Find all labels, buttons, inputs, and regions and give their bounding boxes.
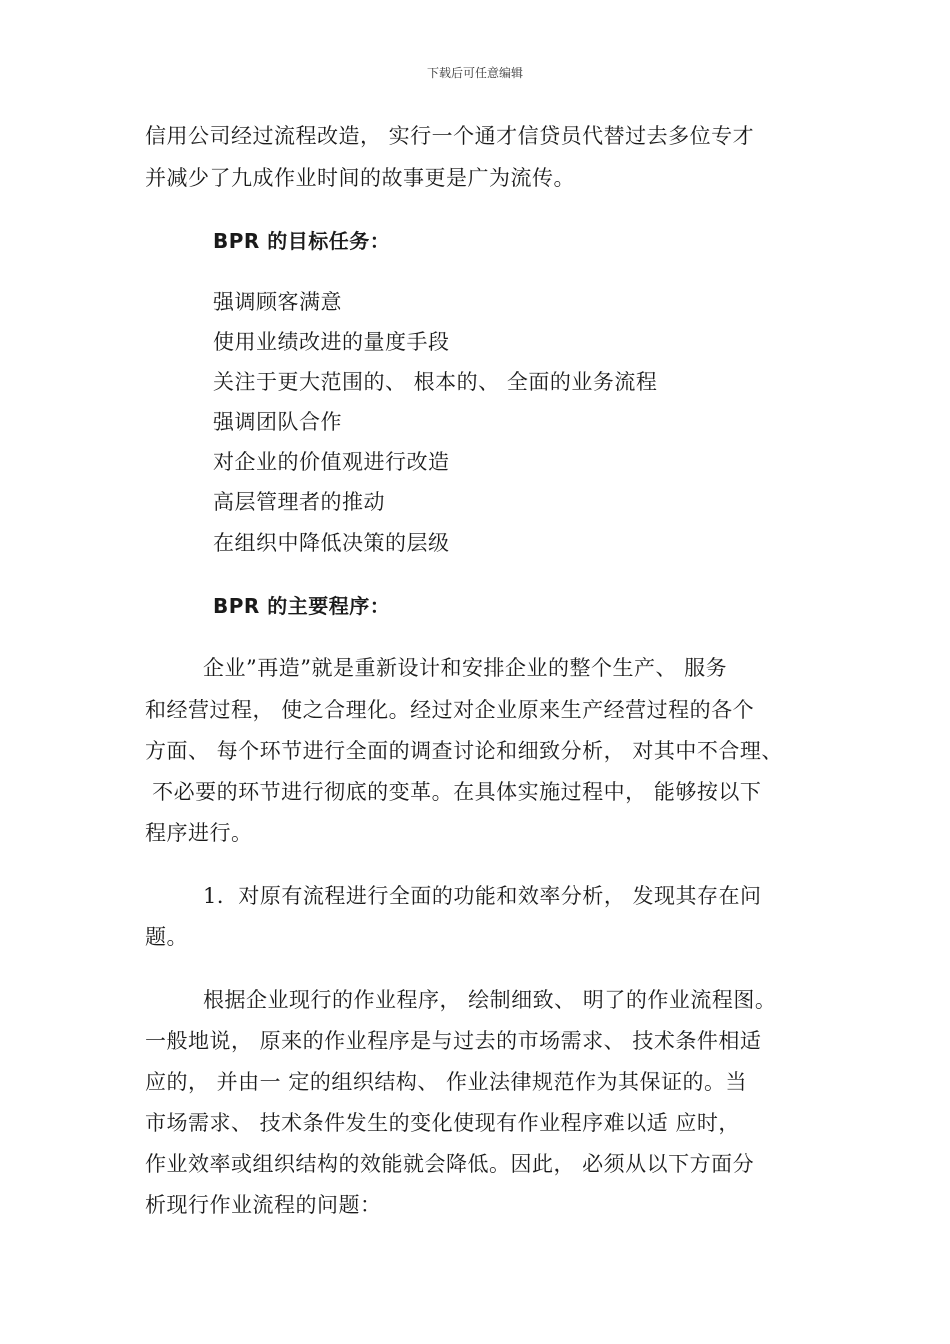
- paragraph-line: 市场需求、 技术条件发生的变化使现有作业程序难以适 应时，: [145, 1111, 740, 1135]
- goal-item: 强调顾客满意: [213, 290, 342, 314]
- paragraph-line: 应的， 并由一 定的组织结构、 作业法律规范作为其保证的。当: [145, 1070, 748, 1094]
- goals-heading: BPR 的目标任务：: [213, 229, 391, 253]
- paragraph-line: 一般地说， 原来的作业程序是与过去的市场需求、 技术条件相适: [145, 1029, 762, 1053]
- paragraph-line: 企业”再造”就是重新设计和安排企业的整个生产、 服务: [203, 656, 728, 680]
- goal-item: 使用业绩改进的量度手段: [213, 330, 450, 354]
- paragraph-line: 程序进行。: [145, 821, 253, 845]
- paragraph-line: 不必要的环节进行彻底的变革。在具体实施过程中， 能够按以下: [145, 780, 762, 804]
- goal-item: 在组织中降低决策的层级: [213, 531, 450, 555]
- paragraph-line: 根据企业现行的作业程序， 绘制细致、 明了的作业流程图。: [203, 988, 777, 1012]
- procedures-heading: BPR 的主要程序：: [213, 594, 391, 618]
- goal-item: 高层管理者的推动: [213, 490, 385, 514]
- step-line: 1．对原有流程进行全面的功能和效率分析， 发现其存在问: [203, 884, 762, 908]
- goal-item: 强调团队合作: [213, 410, 342, 434]
- paragraph-line: 析现行作业流程的问题：: [145, 1193, 382, 1217]
- page-header: 下载后可任意编辑: [426, 66, 523, 80]
- paragraph-line: 方面、 每个环节进行全面的调查讨论和细致分析， 对其中不合理、: [145, 739, 783, 763]
- goal-item: 对企业的价值观进行改造: [213, 450, 450, 474]
- paragraph-line: 作业效率或组织结构的效能就会降低。因此， 必须从以下方面分: [145, 1152, 755, 1176]
- goal-item: 关注于更大范围的、 根本的、 全面的业务流程: [213, 370, 658, 394]
- step-line: 题。: [145, 925, 188, 949]
- intro-line: 信用公司经过流程改造， 实行一个通才信贷员代替过去多位专才: [145, 124, 755, 148]
- intro-line: 并减少了九成作业时间的故事更是广为流传。: [145, 166, 575, 190]
- paragraph-line: 和经营过程， 使之合理化。经过对企业原来生产经营过程的各个: [145, 698, 755, 722]
